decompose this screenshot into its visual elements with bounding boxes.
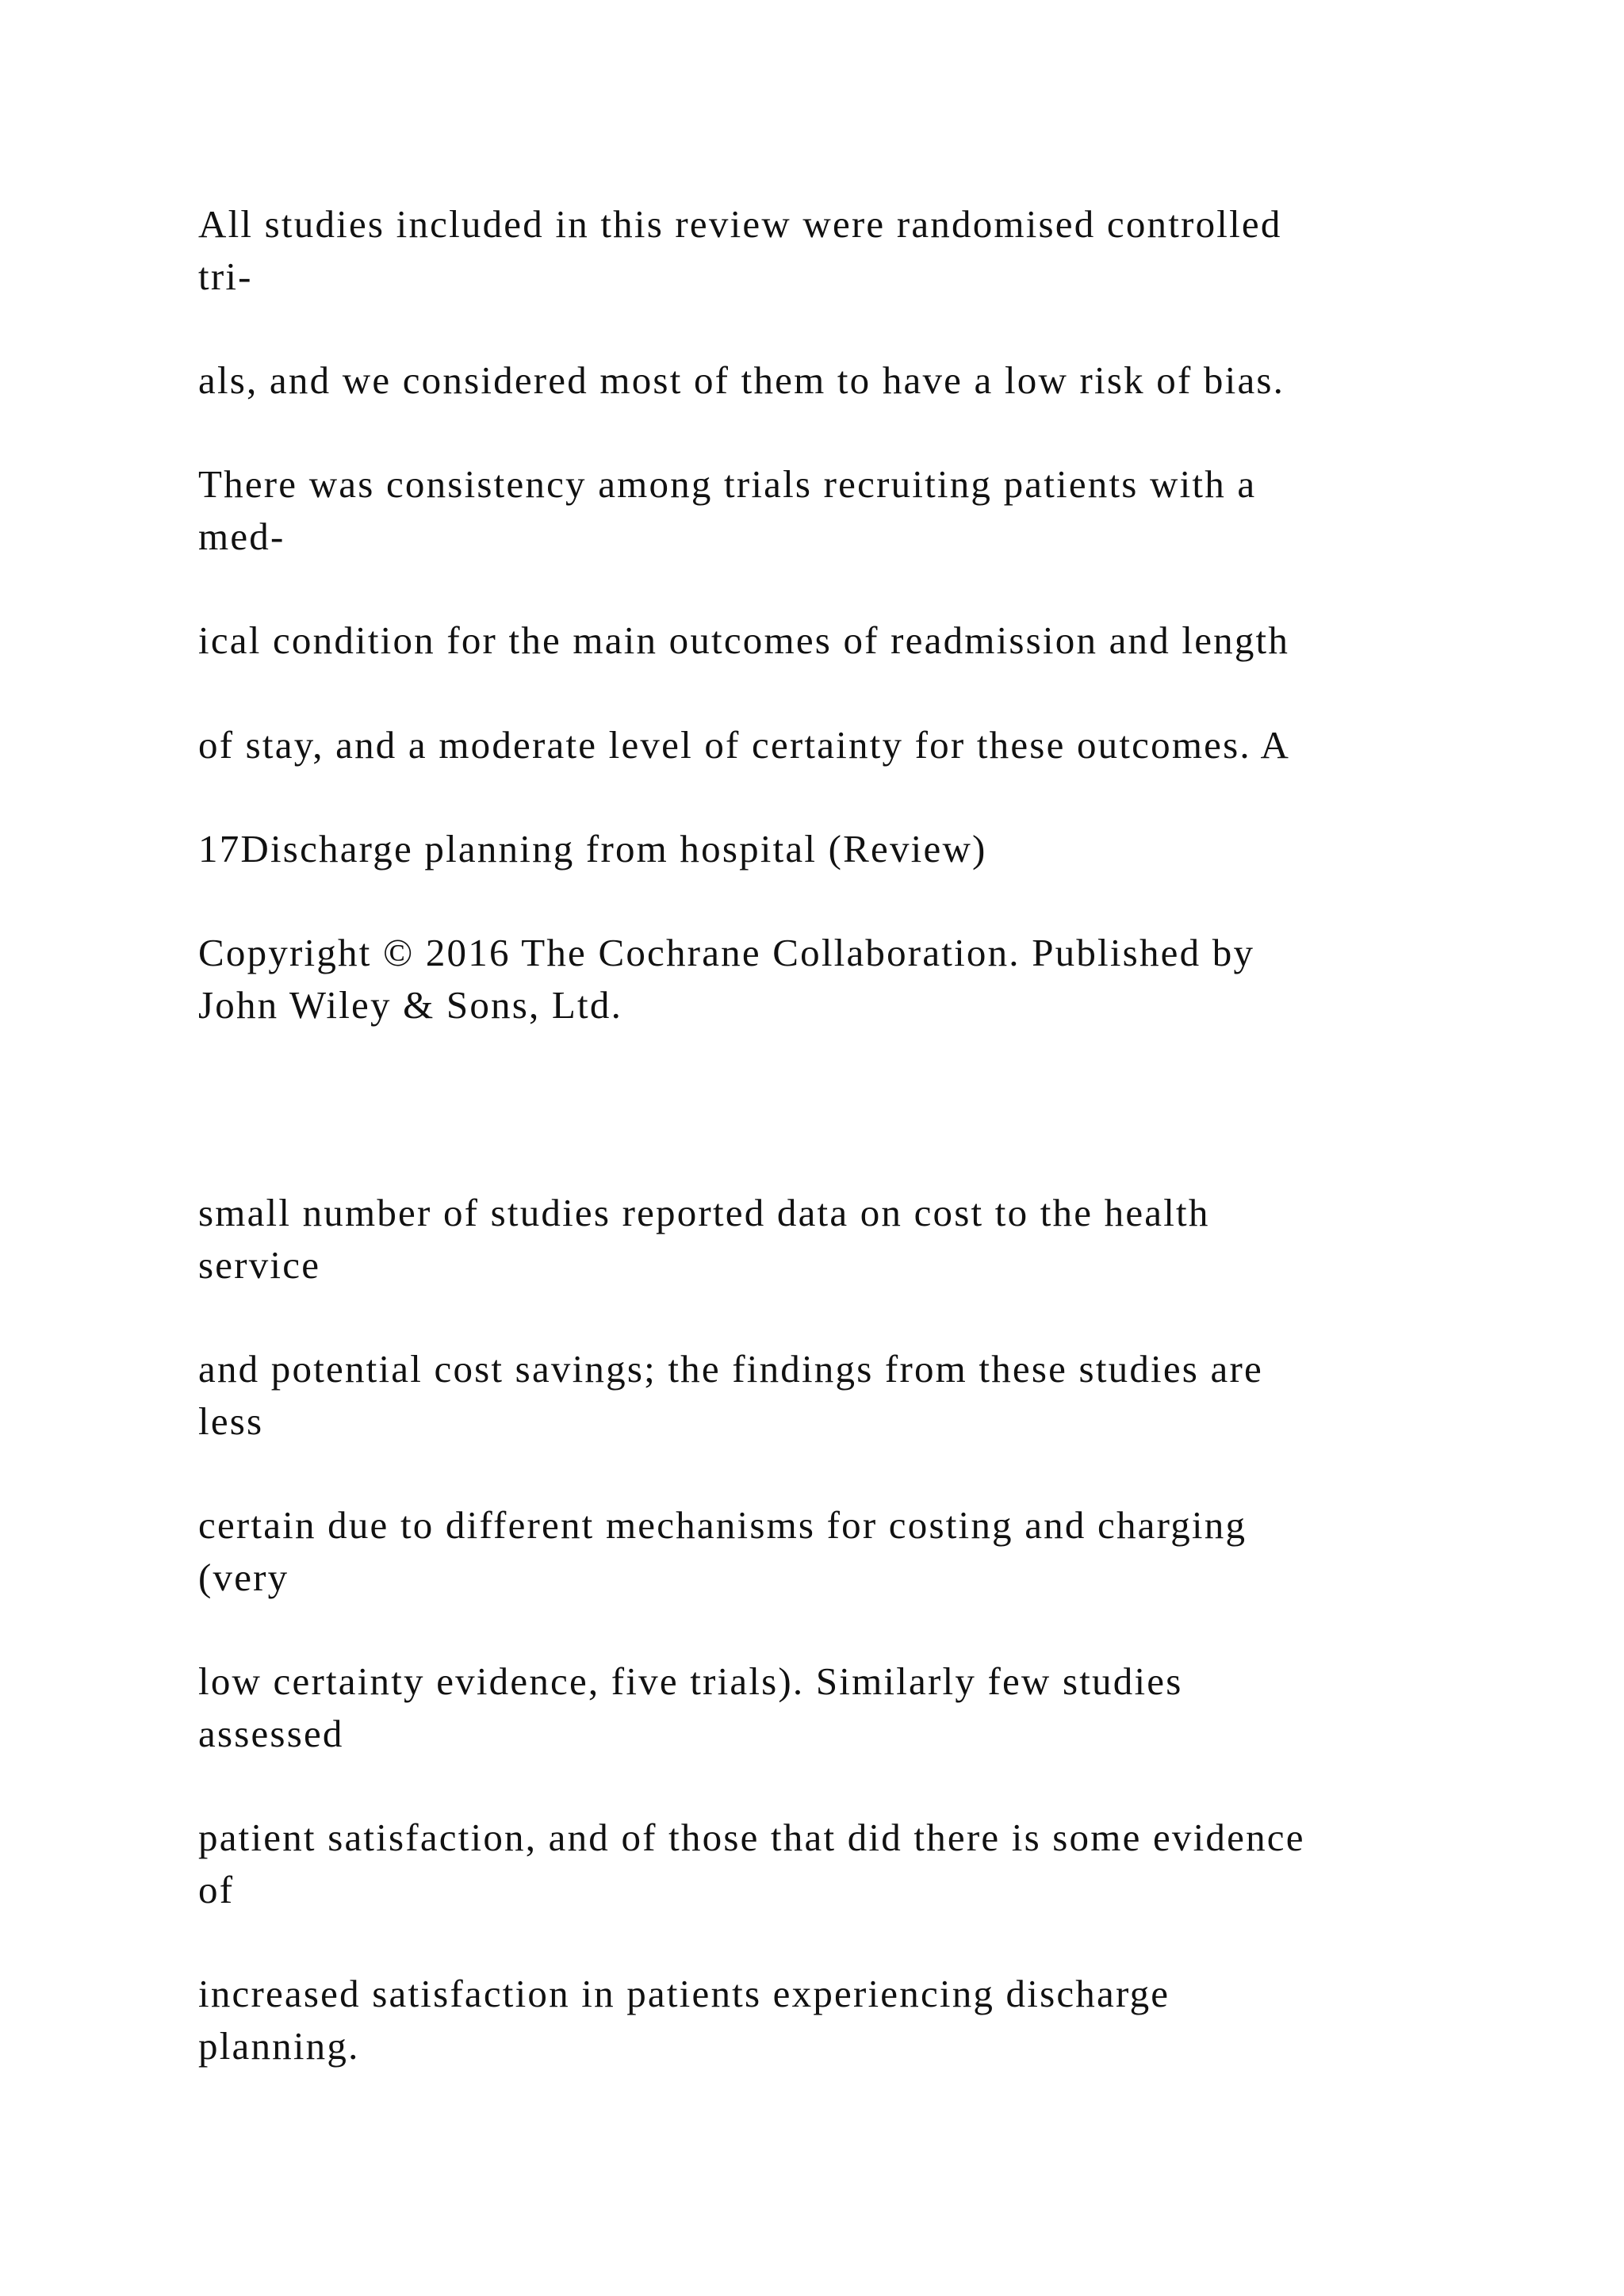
paragraph-4: ical condition for the main outcomes of readmission and length xyxy=(198,618,1290,662)
paragraph-7: and potential cost savings; the findings from these studies are less xyxy=(198,1347,1263,1443)
copyright-notice: Copyright © 2016 The Cochrane Collaboration. Published by John Wiley & Sons, Ltd. xyxy=(198,931,1255,1027)
running-footer-title: 17Discharge planning from hospital (Review) xyxy=(198,827,987,871)
paragraph-9: low certainty evidence, five trials). Similarly few studies assessed xyxy=(198,1659,1183,1755)
paragraph-5: of stay, and a moderate level of certainty for these outcomes. A xyxy=(198,723,1291,767)
paragraph-3: There was consistency among trials recruiting patients with a med- xyxy=(198,462,1257,558)
paragraph-6: small number of studies reported data on cost to the health service xyxy=(198,1191,1210,1287)
paragraph-11: increased satisfaction in patients experiencing discharge planning. xyxy=(198,1972,1170,2068)
paragraph-1: All studies included in this review were randomised controlled tri- xyxy=(198,202,1282,298)
paragraph-2: als, and we considered most of them to have a low risk of bias. xyxy=(198,358,1285,402)
paragraph-8: certain due to different mechanisms for costing and charging (very xyxy=(198,1503,1247,1599)
paragraph-10: patient satisfaction, and of those that did there is some evidence of xyxy=(198,1816,1305,1911)
